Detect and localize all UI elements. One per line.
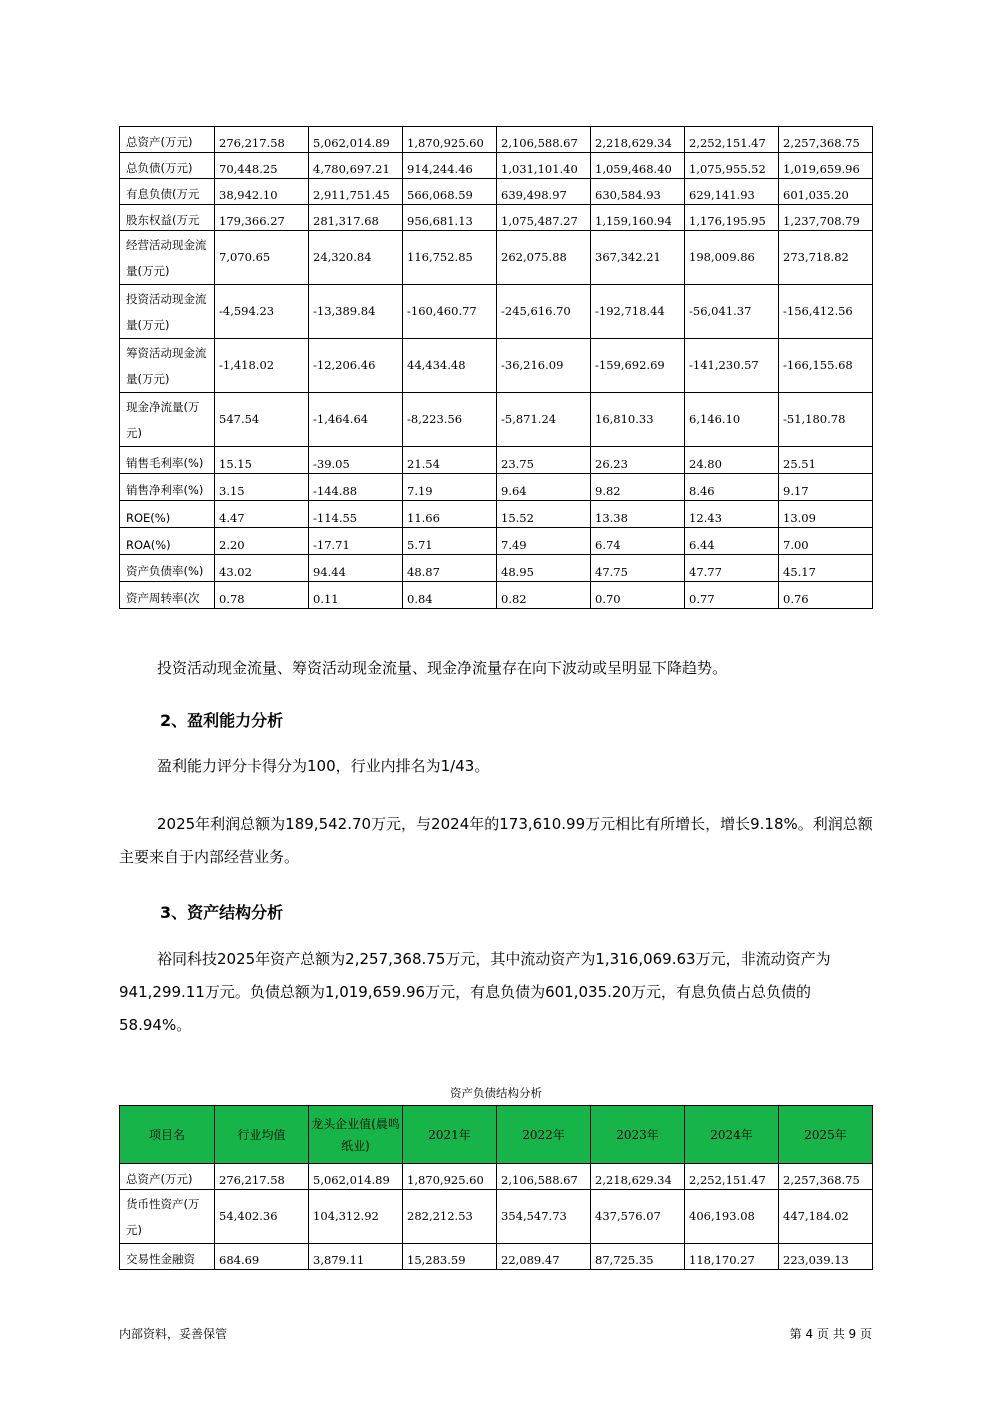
table-cell: 1,019,659.96 (779, 153, 873, 179)
table-cell: 11.66 (403, 501, 497, 528)
row-label: 销售净利率(%) (120, 474, 215, 501)
section-heading-profitability: 2、盈利能力分析 (160, 711, 284, 730)
table-cell: 45.17 (779, 555, 873, 582)
table-cell: 16,810.33 (591, 393, 685, 447)
table-cell: 4.47 (215, 501, 309, 528)
row-label: 投资活动现金流量(万元) (120, 285, 215, 339)
table-cell: -166,155.68 (779, 339, 873, 393)
table-cell: 437,576.07 (591, 1190, 685, 1244)
table-cell: -141,230.57 (685, 339, 779, 393)
table-cell: 7.00 (779, 528, 873, 555)
table-cell: -4,594.23 (215, 285, 309, 339)
table-cell: 9.17 (779, 474, 873, 501)
table-cell: 21.54 (403, 447, 497, 474)
table-cell: 1,870,925.60 (403, 1164, 497, 1190)
table-cell: 104,312.92 (309, 1190, 403, 1244)
paragraph-trend-note: 投资活动现金流量、筹资活动现金流量、现金净流量存在向下波动或呈明显下降趋势。 (157, 659, 728, 677)
table-cell: 447,184.02 (779, 1190, 873, 1244)
header-cell: 行业均值 (215, 1106, 309, 1164)
header-cell: 项目名 (120, 1106, 215, 1164)
table-cell: 4,780,697.21 (309, 153, 403, 179)
table-cell: 0.84 (403, 582, 497, 609)
table-cell: 1,870,925.60 (403, 127, 497, 153)
table-row (120, 1244, 873, 1270)
header-cell: 2025年 (779, 1106, 873, 1164)
table-caption: 资产负债结构分析 (450, 1086, 542, 1100)
table-cell: -1,418.02 (215, 339, 309, 393)
table-cell: 2,218,629.34 (591, 127, 685, 153)
table-cell: -39.05 (309, 447, 403, 474)
table-cell: 2,106,588.67 (497, 1164, 591, 1190)
header-cell: 2023年 (591, 1106, 685, 1164)
table-cell: 7.19 (403, 474, 497, 501)
table-cell: 0.70 (591, 582, 685, 609)
table-cell: 276,217.58 (215, 1164, 309, 1190)
table-cell: 406,193.08 (685, 1190, 779, 1244)
table-cell: -51,180.78 (779, 393, 873, 447)
row-label: 筹资活动现金流量(万元) (120, 339, 215, 393)
table-cell: 3,879.11 (309, 1244, 403, 1270)
table-cell: 2,257,368.75 (779, 127, 873, 153)
table-cell: 629,141.93 (685, 179, 779, 205)
table-row (120, 555, 873, 582)
table-cell: 281,317.68 (309, 205, 403, 231)
table-cell: 566,068.59 (403, 179, 497, 205)
table-row (120, 127, 873, 153)
table-cell: 1,075,487.27 (497, 205, 591, 231)
table-cell: 54,402.36 (215, 1190, 309, 1244)
table-cell: 43.02 (215, 555, 309, 582)
table-cell: 639,498.97 (497, 179, 591, 205)
table-cell: 273,718.82 (779, 231, 873, 285)
table-cell: 547.54 (215, 393, 309, 447)
table-cell: 116,752.85 (403, 231, 497, 285)
table-cell: 223,039.13 (779, 1244, 873, 1270)
table-cell: 2,252,151.47 (685, 1164, 779, 1190)
table-cell: 47.77 (685, 555, 779, 582)
table-row (120, 231, 873, 285)
table-row (120, 528, 873, 555)
row-label: 总资产(万元) (120, 1164, 215, 1190)
table-row (120, 205, 873, 231)
table-cell: 22,089.47 (497, 1244, 591, 1270)
table-cell: 1,075,955.52 (685, 153, 779, 179)
table-cell: -1,464.64 (309, 393, 403, 447)
table-cell: 12.43 (685, 501, 779, 528)
table-cell: 2,252,151.47 (685, 127, 779, 153)
paragraph-asset-summary: 裕同科技2025年资产总额为2,257,368.75万元，其中流动资产为1,316,069.63万元，非流动资产为941,299.11万元。负债总额为1,019,659.96万元，有息负债为601,035.20万元，有息负债占总负债的58.94%。 (119, 950, 831, 1034)
table-cell: 24,320.84 (309, 231, 403, 285)
table-row (120, 339, 873, 393)
row-label: 有息负债(万元 (120, 179, 215, 205)
table-cell: 2,257,368.75 (779, 1164, 873, 1190)
table-cell: 276,217.58 (215, 127, 309, 153)
table-cell: 5,062,014.89 (309, 127, 403, 153)
table-cell: 0.78 (215, 582, 309, 609)
table-cell: 13.09 (779, 501, 873, 528)
table-row (120, 179, 873, 205)
table-cell: 684.69 (215, 1244, 309, 1270)
table-cell: 7.49 (497, 528, 591, 555)
table-cell: -13,389.84 (309, 285, 403, 339)
table-cell: 6.74 (591, 528, 685, 555)
table-cell: 38,942.10 (215, 179, 309, 205)
table-cell: 15.52 (497, 501, 591, 528)
table-cell: 2.20 (215, 528, 309, 555)
table-header-row (120, 1106, 873, 1164)
table-cell: 914,244.46 (403, 153, 497, 179)
footer-confidential-note: 内部资料，妥善保管 (119, 1327, 228, 1341)
row-label: 资产周转率(次 (120, 582, 215, 609)
table-cell: 282,212.53 (403, 1190, 497, 1244)
financial-metrics-table (119, 126, 873, 609)
header-cell: 2024年 (685, 1106, 779, 1164)
table-cell: -160,460.77 (403, 285, 497, 339)
table-cell: 0.76 (779, 582, 873, 609)
row-label: 交易性金融资 (120, 1244, 215, 1270)
table-cell: 70,448.25 (215, 153, 309, 179)
table-cell: 6,146.10 (685, 393, 779, 447)
table-row (120, 285, 873, 339)
row-label: 总负债(万元) (120, 153, 215, 179)
table-cell: -56,041.37 (685, 285, 779, 339)
table-cell: 2,911,751.45 (309, 179, 403, 205)
table-row (120, 501, 873, 528)
table-cell: 47.75 (591, 555, 685, 582)
table-cell: 15.15 (215, 447, 309, 474)
table-cell: 179,366.27 (215, 205, 309, 231)
table-cell: 8.46 (685, 474, 779, 501)
table-cell: 198,009.86 (685, 231, 779, 285)
table-cell: 26.23 (591, 447, 685, 474)
row-label: 总资产(万元) (120, 127, 215, 153)
table-cell: 94.44 (309, 555, 403, 582)
table-cell: 354,547.73 (497, 1190, 591, 1244)
table-cell: -8,223.56 (403, 393, 497, 447)
table-cell: 48.95 (497, 555, 591, 582)
table-cell: 601,035.20 (779, 179, 873, 205)
table-cell: -12,206.46 (309, 339, 403, 393)
table-cell: 1,031,101.40 (497, 153, 591, 179)
section-heading-asset-structure: 3、资产结构分析 (160, 903, 284, 922)
table-cell: 25.51 (779, 447, 873, 474)
table-cell: 118,170.27 (685, 1244, 779, 1270)
header-cell: 龙头企业值(晨鸣纸业) (309, 1106, 403, 1164)
table-cell: -5,871.24 (497, 393, 591, 447)
table-cell: 87,725.35 (591, 1244, 685, 1270)
table-cell: 0.82 (497, 582, 591, 609)
paragraph-profit-score: 盈利能力评分卡得分为100，行业内排名为1/43。 (157, 757, 490, 775)
footer-page-number: 第 4 页 共 9 页 (789, 1327, 872, 1341)
table-cell: 13.38 (591, 501, 685, 528)
table-cell: 1,159,160.94 (591, 205, 685, 231)
table-cell: 9.64 (497, 474, 591, 501)
table-cell: 1,237,708.79 (779, 205, 873, 231)
table-cell: 956,681.13 (403, 205, 497, 231)
table-cell: 262,075.88 (497, 231, 591, 285)
table-cell: 367,342.21 (591, 231, 685, 285)
table-row (120, 1164, 873, 1190)
table-cell: 630,584.93 (591, 179, 685, 205)
row-label: ROA(%) (120, 528, 215, 555)
table-cell: -114.55 (309, 501, 403, 528)
table-cell: 15,283.59 (403, 1244, 497, 1270)
table-cell: 2,106,588.67 (497, 127, 591, 153)
table-cell: -159,692.69 (591, 339, 685, 393)
table-row (120, 474, 873, 501)
row-label: 资产负债率(%) (120, 555, 215, 582)
row-label: 股东权益(万元 (120, 205, 215, 231)
table-row (120, 582, 873, 609)
table-cell: 2,218,629.34 (591, 1164, 685, 1190)
table-cell: 9.82 (591, 474, 685, 501)
table-cell: 5,062,014.89 (309, 1164, 403, 1190)
table-row (120, 447, 873, 474)
table-cell: 3.15 (215, 474, 309, 501)
header-cell: 2022年 (497, 1106, 591, 1164)
table-cell: -144.88 (309, 474, 403, 501)
paragraph-total-profit: 2025年利润总额为189,542.70万元，与2024年的173,610.99万元相比有所增长，增长9.18%。利润总额主要来自于内部经营业务。 (119, 815, 873, 866)
table-cell: 6.44 (685, 528, 779, 555)
table-row (120, 1190, 873, 1244)
table-row (120, 153, 873, 179)
table-cell: 23.75 (497, 447, 591, 474)
table-cell: -156,412.56 (779, 285, 873, 339)
table-cell: 44,434.48 (403, 339, 497, 393)
table-cell: -192,718.44 (591, 285, 685, 339)
table-cell: 5.71 (403, 528, 497, 555)
header-cell: 2021年 (403, 1106, 497, 1164)
row-label: 现金净流量(万元) (120, 393, 215, 447)
row-label: 货币性资产(万元) (120, 1190, 215, 1244)
table-cell: 1,059,468.40 (591, 153, 685, 179)
table-cell: 1,176,195.95 (685, 205, 779, 231)
table-cell: -36,216.09 (497, 339, 591, 393)
table-cell: 24.80 (685, 447, 779, 474)
asset-liability-table (119, 1105, 873, 1270)
row-label: 销售毛利率(%) (120, 447, 215, 474)
table-cell: -245,616.70 (497, 285, 591, 339)
table-row (120, 393, 873, 447)
table-cell: -17.71 (309, 528, 403, 555)
table-cell: 7,070.65 (215, 231, 309, 285)
row-label: ROE(%) (120, 501, 215, 528)
table-cell: 48.87 (403, 555, 497, 582)
table-cell: 0.11 (309, 582, 403, 609)
row-label: 经营活动现金流量(万元) (120, 231, 215, 285)
table-cell: 0.77 (685, 582, 779, 609)
